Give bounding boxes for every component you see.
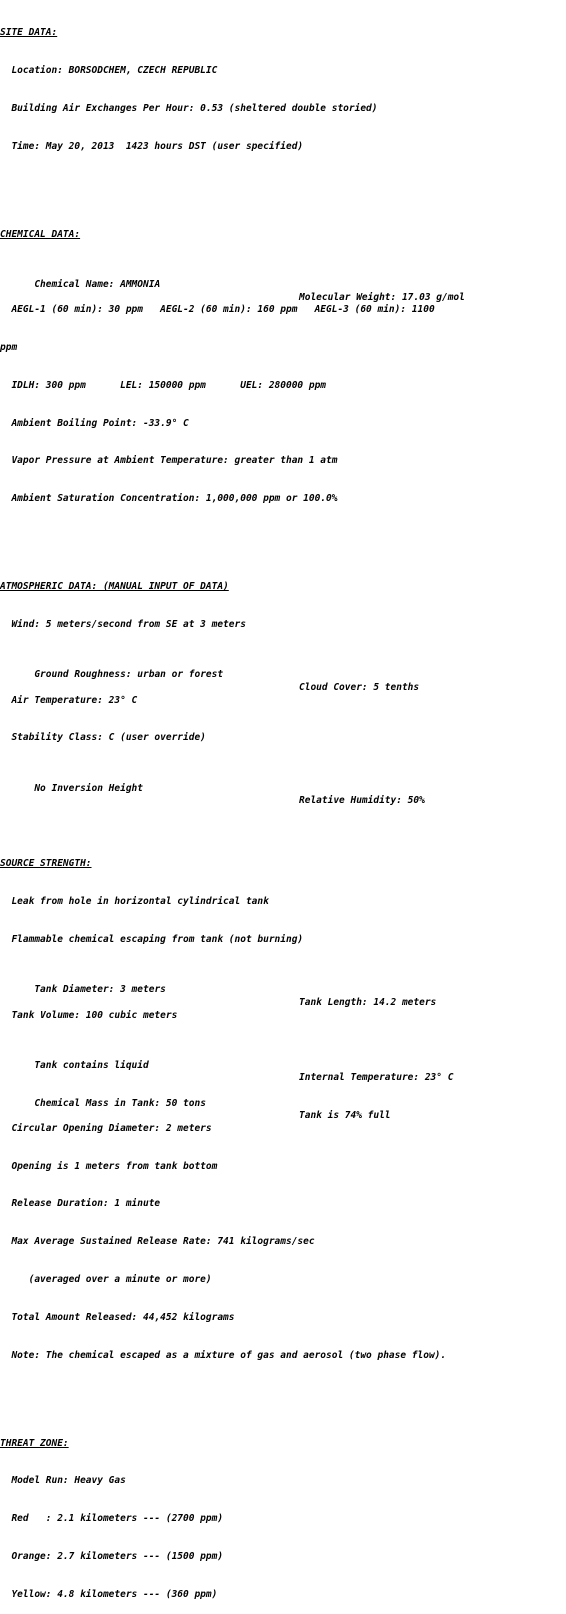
max-release-rate: Max Average Sustained Release Rate: 741 kilograms/sec (0, 1236, 315, 1248)
tank-dimensions-row (0, 972, 566, 1008)
site-time: Time: May 20, 2013 1423 hours DST (user specified) (0, 140, 304, 152)
site-air-exchanges: Building Air Exchanges Per Hour: 0.53 (sheltered double storied) (0, 102, 378, 114)
aegl-values: AEGL-1 (60 min): 30 ppm AEGL-2 (60 min): 160 ppm AEGL-3 (60 min): 1100 (0, 304, 435, 316)
two-phase-note: Note: The chemical escaped as a mixture of gas and aerosol (two phase flow). (0, 1349, 447, 1361)
molecular-weight: Molecular Weight: 17.03 g/mol (299, 291, 465, 303)
spacer (0, 178, 566, 191)
leak-description: Leak from hole in horizontal cylindrical tank (0, 896, 269, 908)
aloha-text-summary (0, 2, 566, 1614)
release-duration: Release Duration: 1 minute (0, 1198, 161, 1210)
site-data-title: SITE DATA: (0, 27, 58, 39)
roughness-row (0, 657, 566, 694)
boiling-point: Ambient Boiling Point: -33.9° C (0, 417, 189, 429)
tank-diameter: Tank Diameter: 3 meters (22, 984, 166, 996)
relative-humidity: Relative Humidity: 50% (299, 795, 425, 807)
tank-volume: Tank Volume: 100 cubic meters (0, 1009, 178, 1021)
aegl-wrap: ppm (0, 342, 18, 354)
chemical-mass: Chemical Mass in Tank: 50 tons (22, 1097, 206, 1109)
spacer (0, 1387, 566, 1400)
chemical-data-title: CHEMICAL DATA: (0, 228, 81, 240)
vapor-pressure: Vapor Pressure at Ambient Temperature: greater than 1 atm (0, 455, 338, 467)
chemical-name: Chemical Name: AMMONIA (22, 279, 161, 291)
model-run: Model Run: Heavy Gas (0, 1475, 126, 1487)
ground-roughness: Ground Roughness: urban or forest (22, 669, 224, 681)
threat-yellow: Yellow: 4.8 kilometers --- (360 ppm) (0, 1588, 218, 1600)
wind: Wind: 5 meters/second from SE at 3 meters (0, 619, 246, 631)
inversion-height: No Inversion Height (22, 782, 143, 794)
air-temperature: Air Temperature: 23° C (0, 694, 138, 706)
tank-length: Tank Length: 14.2 meters (299, 996, 437, 1008)
stability-class: Stability Class: C (user override) (0, 732, 206, 744)
inversion-row (0, 770, 566, 807)
threat-zone-title: THREAT ZONE: (0, 1437, 69, 1449)
opening-diameter: Circular Opening Diameter: 2 meters (0, 1122, 212, 1134)
tank-mass-row (0, 1085, 566, 1122)
tank-fill: Tank is 74% full (299, 1110, 391, 1122)
cloud-cover: Cloud Cover: 5 tenths (299, 682, 420, 694)
threat-orange: Orange: 2.7 kilometers --- (1500 ppm) (0, 1551, 224, 1563)
tank-contents: Tank contains liquid (22, 1059, 149, 1071)
internal-temperature: Internal Temperature: 23° C (299, 1072, 454, 1084)
flammable-note: Flammable chemical escaping from tank (not burning) (0, 933, 304, 945)
tank-contents-row (0, 1047, 566, 1084)
spacer (0, 808, 566, 821)
threat-red: Red : 2.1 kilometers --- (2700 ppm) (0, 1513, 224, 1525)
saturation-concentration: Ambient Saturation Concentration: 1,000,000 ppm or 100.0% (0, 493, 338, 505)
opening-position: Opening is 1 meters from tank bottom (0, 1160, 218, 1172)
source-strength-title: SOURCE STRENGTH: (0, 858, 92, 870)
chemical-name-row (0, 266, 566, 303)
release-averaged: (averaged over a minute or more) (0, 1273, 212, 1285)
total-released: Total Amount Released: 44,452 kilograms (0, 1311, 235, 1323)
site-location: Location: BORSODCHEM, CZECH REPUBLIC (0, 64, 218, 76)
spacer (0, 531, 566, 544)
atmospheric-data-title: ATMOSPHERIC DATA: (MANUAL INPUT OF DATA) (0, 581, 229, 593)
idlh-lel-uel: IDLH: 300 ppm LEL: 150000 ppm UEL: 280000 ppm (0, 379, 327, 391)
